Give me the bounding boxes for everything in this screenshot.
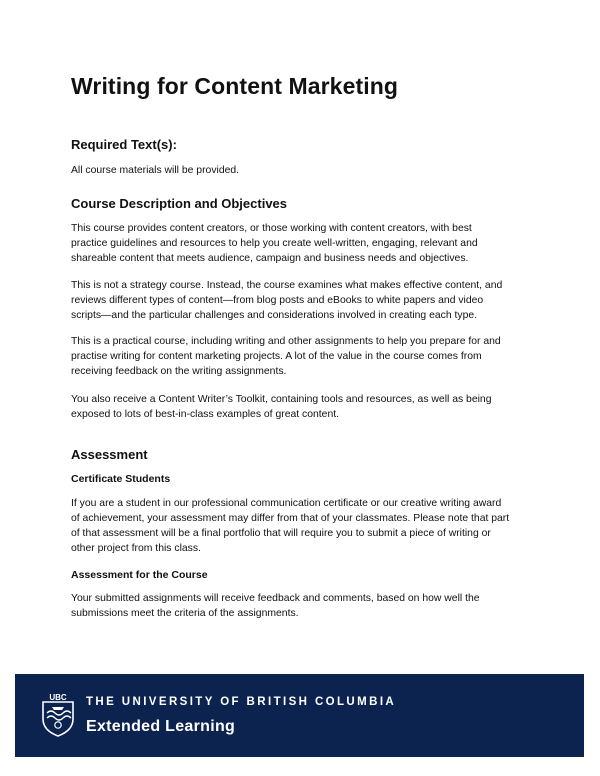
- certificate-students-heading: Certificate Students: [71, 473, 171, 485]
- paragraph: [71, 334, 541, 379]
- text-line: Your submitted assignments will receive feedback and comments, based on how well the: [71, 593, 480, 604]
- ubc-footer-banner: [15, 674, 584, 757]
- text-line: practice guidelines and resources to help you create well-written, engaging, relevant and: [71, 238, 478, 249]
- text-line: practise writing for content marketing projects. A lot of the value in the course comes from: [71, 351, 482, 362]
- certificate-students-paragraph: [71, 496, 541, 556]
- university-name: THE UNIVERSITY OF BRITISH COLUMBIA: [86, 696, 397, 708]
- text-line: This course provides content creators, or those working with content creators, with best: [71, 223, 472, 234]
- assessment-for-course-heading: Assessment for the Course: [71, 569, 208, 581]
- required-texts-heading: Required Text(s):: [71, 137, 177, 152]
- text-line: This is not a strategy course. Instead, the course examines what makes effective content, and: [71, 280, 503, 291]
- text-line: of achievement, your assessment may differ from that of your classmates. Please note that part: [71, 513, 510, 524]
- paragraph: [71, 392, 541, 422]
- text-line: submissions meet the criteria of the assignments.: [71, 608, 299, 619]
- course-description-heading: Course Description and Objectives: [71, 196, 288, 211]
- text-line: of that assessment will be a final portfolio that will require you to submit a piece of writing or: [71, 528, 491, 539]
- text-line: scripts—and the particular challenges and considerations involved in creating each type.: [71, 310, 478, 321]
- text-line: shareable content that meets audience, campaign and business needs and objectives.: [71, 253, 469, 264]
- paragraph: [71, 221, 541, 266]
- text-line: If you are a student in our professional communication certificate or our creative writing award: [71, 498, 502, 509]
- text-line: This is a practical course, including writing and other assignments to help you prepare for and: [71, 336, 501, 347]
- text-line: reviews different types of content—from blog posts and eBooks to white papers and video: [71, 295, 484, 306]
- required-texts-body: [71, 163, 541, 178]
- text-line: All course materials will be provided.: [71, 165, 240, 176]
- text-line: You also receive a Content Writer’s Toolkit, containing tools and resources, as well as being: [71, 394, 492, 405]
- text-line: other project from this class.: [71, 543, 201, 554]
- assessment-for-course-paragraph: [71, 591, 541, 621]
- document-title: Writing for Content Marketing: [71, 73, 399, 99]
- text-line: receiving feedback on the writing assignments.: [71, 366, 287, 377]
- department-name: Extended Learning: [86, 718, 236, 735]
- paragraph: [71, 278, 541, 323]
- ubc-crest-icon: [42, 693, 74, 737]
- text-line: exposed to lots of best-in-class examples of great content.: [71, 409, 339, 420]
- assessment-heading: Assessment: [71, 447, 148, 462]
- logo-text: UBC: [49, 693, 67, 703]
